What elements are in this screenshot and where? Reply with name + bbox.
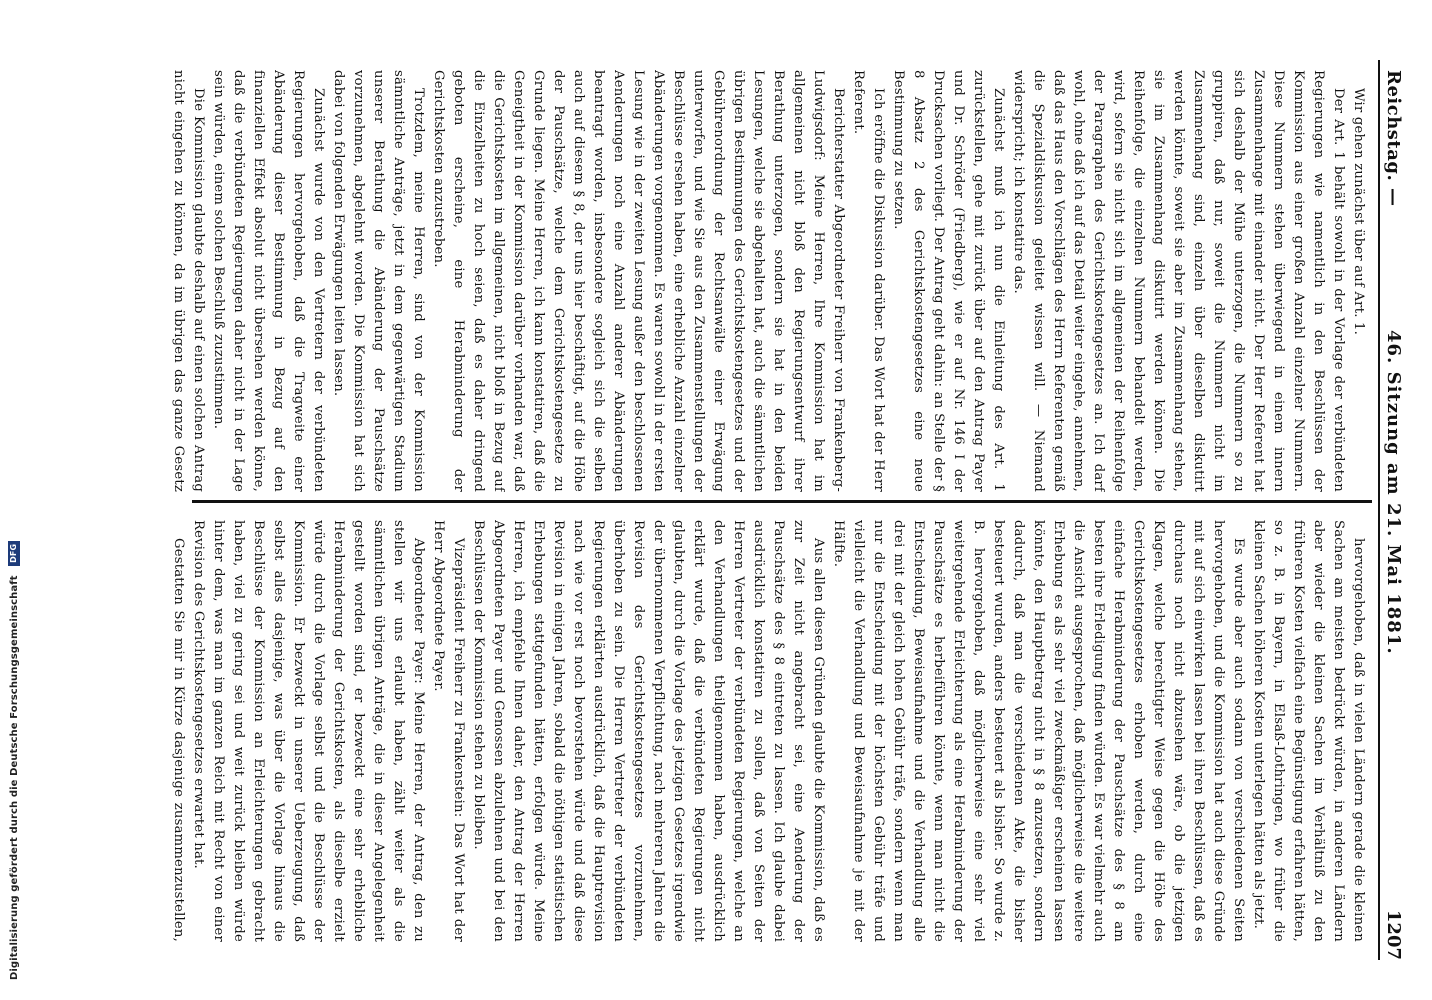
- paragraph: hervorgehoben, daß in vielen Ländern gerade die kleinen Sachen am meisten bedrückt würden, in anderen Ländern aber wieder die kleinen Sachen im Verhältniß zu den früheren Kosten vielfach eine Begünstigung erfahren hätten, so z. B. in Bayern, in Elsaß-Lothringen, wo früher die kleinen Sachen höheren Kosten unterlegen hätten als jetzt.: [1251, 520, 1366, 942]
- paragraph: Zunächst muß ich nun die Einleitung des Art. 1 zurückstellen, gehe mit zurück über auf den Antrag Payer und Dr. Schröder (Friedberg), wie er auf Nr. 146 I der Drucksachen vorliegt. Der Antrag geht dahin: an Stelle der § 8 Absatz 2 des Gerichtskostengesetzes eine neue Bestimmung zu setzen.: [891, 70, 1006, 492]
- paragraph: Die Kommission glaubte deshalb auf einen solchen Antrag nicht eingehen zu können, da im übrigen das ganze Gesetz: [171, 70, 206, 492]
- paragraph: Berichterstatter Abgeordneter Freiherr von Frankenberg-Ludwigsdorf: Meine Herren, Ihre Kommission hat im allgemeinen nicht bloß den Regierungsentwurf ihrer Berathung unterzogen, sondern sie hat in den beiden Lesungen, welche sie abgehalten hat, auch die sämmtlichen übrigen Bestimmungen des Gerichtskostengesetzes und der Gebührenordnung der Rechtsanwälte einer Erwägung unterworfen, und wie Sie aus den Zusammenstellungen der Beschlüsse ersehen haben, eine erhebliche Anzahl einzelner Abänderungen vorgenommen. Es waren sowohl in der ersten Lesung wie in der zweiten Lesung außer den beschlossenen Aenderungen noch eine Anzahl anderer Abänderungen beantragt worden, insbesondere sogleich sich die selben auch auf diesem § 8, der uns hier beschäftigt, auf die Höhe der Pauschsätze, welche dem Gerichtskostengesetze zu Grunde liegen. Meine Herren, ich kann konstatiren, daß die Geneigtheit in der Kommission darüber vorhanden war, daß die Gerichtskosten im allgemeinen, nicht bloß in Bezug auf die Einzelheiten zu hoch seien, daß es daher dringend geboten erscheine, eine Herabminderung der Gerichtskosten anzustreben.: [431, 70, 846, 492]
- header-rule: [1378, 60, 1380, 960]
- header-session: 46. Sitzung am 21. Mai 1881.: [1383, 330, 1404, 655]
- paragraph: Vizepräsident Freiherr zu Frankenstein: Das Wort hat der Herr Abgeordnete Payer.: [431, 520, 466, 942]
- paragraph: Der Art. 1 behält sowohl in der Vorlage der verbündeten Regierungen wie namentlich in den Beschlüssen der Kommission aus einer großen Anzahl einzelner Nummern. Diese Nummern stehen überwiegend in einem innern Zusammenhange mit einander nicht. Der Herr Referent hat sich deshalb der Mühe unterzogen, die Nummern so zu gruppiren, daß nur, soweit die Nummern nicht im Zusammenhang sind, einzeln über dieselben diskutirt werden könnte, soweit sie aber im Zusammenhang stehen, sie im Zusammenhang diskutirt werden können. Die Reihenfolge, die einzelnen Nummern behandelt werden, wird, sofern sie nicht sich im allgemeinen der Reihenfolge der Paragraphen des Gerichtskostengesetzes an. Ich darf wohl, ohne daß ich auf das Detail weiter eingehe, annehmen, daß das Haus den Vorschlägen des Herrn Referenten gemäß die Spezialdiskussion geleitet wissen will. — Niemand widerspricht; ich konstatire das.: [1011, 70, 1346, 492]
- paragraph: Abgeordneter Payer: Meine Herren, der Antrag, den zu stellen wir uns erlaubt haben, zählt weiter als die sämmtlichen übrigen Anträge, die in dieser Angelegenheit gestellt worden sind, er bezweckt eine sehr erhebliche Herabminderung der Gerichtskosten, als dieselbe erzielt würde durch die Vorlage selbst und die Beschlüsse der Kommission. Er bezweckt in unserer Ueberzeugung, daß selbst alles dasjenige, was über die Vorlage hinaus die Beschlüsse der Kommission an Erleichterungen gebracht haben, viel zu gering sei und weit zurück bleiben würde hinter dem, was man im ganzen Reich mit Recht von einer Revision des Gerichtskostengesetzes erwartet hat.: [191, 520, 426, 942]
- credit-label: Digitalisierung gefördert durch die Deutsche Forschungsgemeinschaft: [9, 575, 20, 980]
- right-column: [168, 520, 1368, 942]
- page-number: 1207: [1383, 909, 1404, 960]
- left-column: [168, 70, 1368, 492]
- paragraph: Zunächst wurde von den Vertretern der verbündeten Regierungen hervorgehoben, daß die Tragweite einer Abänderung dieser Bestimmung in Bezug auf den finanziellen Effekt absolut nicht übersehen werden könne, daß die verbündeten Regierungen daher nicht in der Lage sein würden, einem solchen Beschluß zuzustimmen.: [211, 70, 326, 492]
- paragraph: Es wurde aber auch sodann von verschiedenen Seiten hervorgehoben, und die Kommission hat auch diese Gründe mit auf sich einwirken lassen bei ihren Beschlüssen, daß es durchaus noch nicht abzusehen wäre, ob die jetzigen Klagen, welche berechtigter Weise gegen die Höhe des Gerichtskostengesetzes erhoben werden, durch eine einfache Herabminderung der Pauschsätze des § 8 am besten ihre Erledigung finden würden. Es war vielmehr auch die Ansicht ausgesprochen, daß möglicherweise die weitere Erhebung es als sehr viel zweckmäßiger erscheinen lassen könnte, den Hauptbetrag nicht in § 8 anzusetzen, sondern dadurch, daß man die verschiedenen Akte, die bisher besteuert wurden, anders besteuert als bisher. So wurde z. B. hervorgehoben, daß möglicherweise eine sehr viel weitergehende Erleichterung als eine Herabminderung der Pauschsätze es herbeiführen könnte, wenn man nicht die Entscheidung, Beweisaufnahme und die Verhandlung alle drei mit der gleich hohen Gebühr träfe, sondern wenn man nur die Entscheidung mit der höchsten Gebühr träfe und vielleicht die Verhandlung und Beweisaufnahme je mit der Hälfte.: [831, 520, 1246, 942]
- column-divider: [192, 500, 1372, 503]
- paragraph: Wir gehen zunächst über auf Art. 1.: [1351, 88, 1366, 335]
- dfg-logo: DFG: [8, 541, 20, 566]
- scanned-page: [120, 0, 1430, 1000]
- paragraph: Gestatten Sie mir in Kürze dasjenige zusammenzustellen,: [171, 538, 186, 942]
- header-title: Reichstag. —: [1383, 70, 1404, 207]
- paragraph: Ich eröffne die Diskussion darüber. Das Wort hat der Herr Referent.: [851, 70, 886, 492]
- credit-text: [8, 541, 20, 980]
- paragraph: Aus allen diesen Gründen glaubte die Kommission, daß es zur Zeit nicht angebracht sei, eine Aenderung der Pauschsätze des § 8 eintreten zu lassen. Ich glaube dabei ausdrücklich konstatiren zu sollen, daß von Seiten der Herren Vertreter der verbündeten Regierungen, welche an den Verhandlungen theilgenommen haben, ausdrücklich erklärt wurde, daß die verbündeten Regierungen nicht glaubten, durch die Vorlage des jetzigen Gesetzes irgendwie der übernommenen Verpflichtung, nach mehreren Jahren die Revision des Gerichtskostengesetzes vorzunehmen, überhoben zu sein. Die Herren Vertreter der verbündeten Regierungen erklärten ausdrücklich, daß die Hauptrevision nach wie vor erst noch bevorstehen würde und daß diese Revision in einigen Jahren, sobald die nöthigen statistischen Erhebungen stattgefunden hätten, erfolgen würde. Meine Herren, ich empfehle Ihnen daher, den Antrag der Herren Abgeordneten Payer und Genossen abzulehnen und bei den Beschlüssen der Kommission stehen zu bleiben.: [471, 520, 826, 942]
- credit-strip: [0, 0, 20, 1000]
- paragraph: Trotzdem, meine Herren, sind von der Kommission sämmtliche Anträge, jetzt in dem gegenwärtigen Stadium unserer Berathung die Abänderung der Pauschsätze vorzunehmen, abgelehnt worden. Die Kommission hat sich dabei von folgenden Erwägungen leiten lassen.: [331, 70, 426, 492]
